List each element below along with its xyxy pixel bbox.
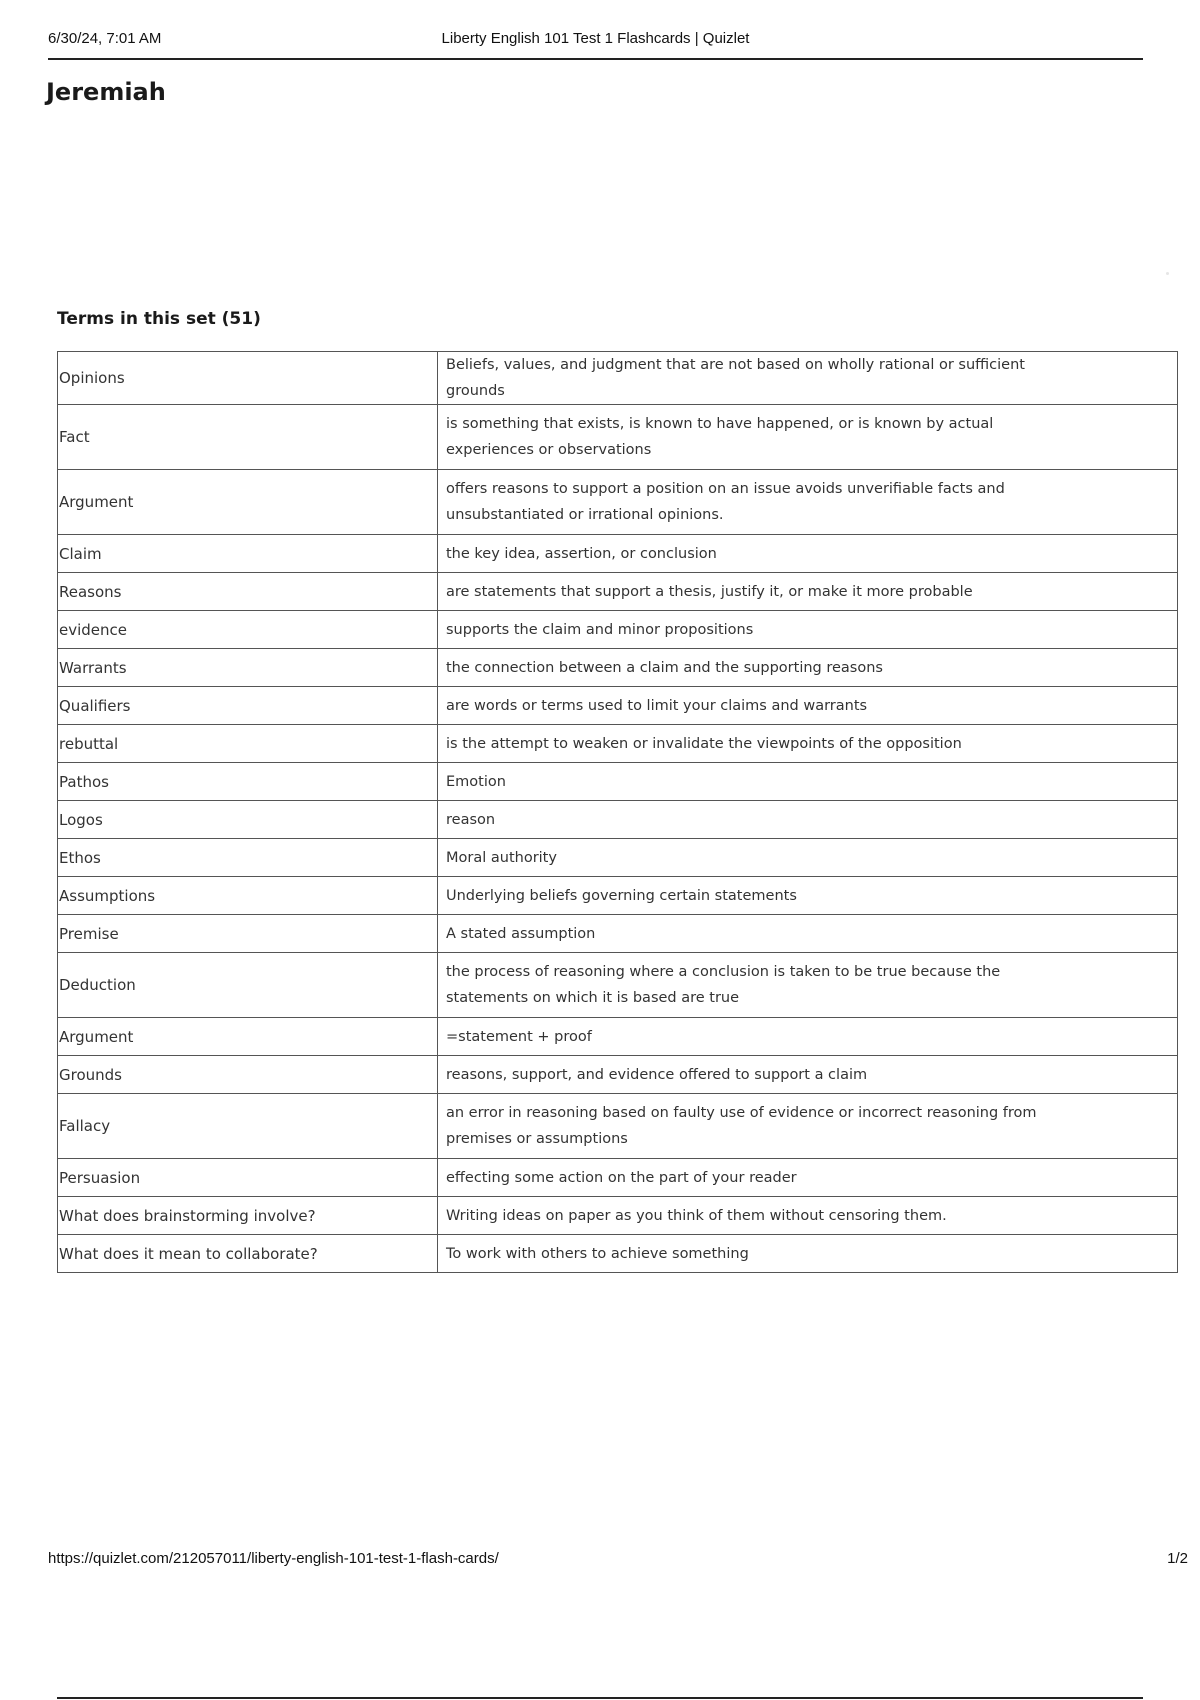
table-row (58, 687, 1178, 725)
definition-cell: supports the claim and minor propositions (438, 611, 1178, 649)
definition-cell: =statement + proof (438, 1018, 1178, 1056)
definition-cell: To work with others to achieve something (438, 1235, 1178, 1273)
definition-cell: Underlying beliefs governing certain statements (438, 877, 1178, 915)
definition-cell: reasons, support, and evidence offered to support a claim (438, 1056, 1178, 1094)
definition-cell: A stated assumption (438, 915, 1178, 953)
table-row (58, 1159, 1178, 1197)
term-cell: Warrants (58, 649, 438, 687)
definition-cell: Emotion (438, 763, 1178, 801)
term-cell: evidence (58, 611, 438, 649)
definition-cell: the key idea, assertion, or conclusion (438, 535, 1178, 573)
definition-cell: the connection between a claim and the supporting reasons (438, 649, 1178, 687)
definition-cell: are statements that support a thesis, justify it, or make it more probable (438, 573, 1178, 611)
print-url: https://quizlet.com/212057011/liberty-english-101-test-1-flash-cards/ (48, 1550, 499, 1567)
table-row (58, 1235, 1178, 1273)
terms-table-container (57, 351, 1177, 1263)
table-row (58, 470, 1178, 535)
definition-cell: Moral authority (438, 839, 1178, 877)
table-row (58, 953, 1178, 1018)
term-cell: Logos (58, 801, 438, 839)
term-cell: Claim (58, 535, 438, 573)
term-cell: What does it mean to collaborate? (58, 1235, 438, 1273)
definition-cell: Beliefs, values, and judgment that are not based on wholly rational or sufficient grounds (438, 352, 1178, 405)
term-cell: Fallacy (58, 1094, 438, 1159)
definition-cell: is the attempt to weaken or invalidate the viewpoints of the opposition (438, 725, 1178, 763)
term-cell: Deduction (58, 953, 438, 1018)
term-cell: Argument (58, 470, 438, 535)
terms-heading: Terms in this set (51) (57, 309, 261, 329)
table-row (58, 611, 1178, 649)
table-row (58, 1094, 1178, 1159)
print-page-title: Liberty English 101 Test 1 Flashcards | Quizlet (441, 30, 750, 47)
table-row (58, 1056, 1178, 1094)
term-cell: Ethos (58, 839, 438, 877)
term-cell: Reasons (58, 573, 438, 611)
table-row (58, 725, 1178, 763)
table-row (58, 839, 1178, 877)
term-cell: Opinions (58, 352, 438, 405)
term-cell: Persuasion (58, 1159, 438, 1197)
term-cell: Argument (58, 1018, 438, 1056)
author-name: Jeremiah (46, 78, 166, 106)
definition-cell: effecting some action on the part of your reader (438, 1159, 1178, 1197)
term-cell: Assumptions (58, 877, 438, 915)
decorative-dot (1166, 272, 1169, 275)
print-datetime: 6/30/24, 7:01 AM (48, 30, 162, 47)
table-row (58, 535, 1178, 573)
term-cell: What does brainstorming involve? (58, 1197, 438, 1235)
term-cell: Grounds (58, 1056, 438, 1094)
table-row (58, 352, 1178, 405)
table-row (58, 915, 1178, 953)
table-row (58, 1197, 1178, 1235)
term-cell: Qualifiers (58, 687, 438, 725)
definition-cell: is something that exists, is known to have happened, or is known by actual experiences or observations (438, 405, 1178, 470)
bottom-rule (57, 1697, 1143, 1699)
page-number: 1/2 (1167, 1550, 1188, 1567)
definition-cell: an error in reasoning based on faulty use of evidence or incorrect reasoning from premises or assumptions (438, 1094, 1178, 1159)
definition-cell: Writing ideas on paper as you think of them without censoring them. (438, 1197, 1178, 1235)
table-row (58, 405, 1178, 470)
print-header (48, 28, 1143, 60)
term-cell: rebuttal (58, 725, 438, 763)
term-cell: Premise (58, 915, 438, 953)
definition-cell: reason (438, 801, 1178, 839)
definition-cell: are words or terms used to limit your claims and warrants (438, 687, 1178, 725)
definition-cell: the process of reasoning where a conclusion is taken to be true because the statements on which it is based are true (438, 953, 1178, 1018)
term-cell: Fact (58, 405, 438, 470)
table-row (58, 649, 1178, 687)
table-row (58, 763, 1178, 801)
table-row (58, 801, 1178, 839)
table-row (58, 877, 1178, 915)
term-cell: Pathos (58, 763, 438, 801)
definition-cell: offers reasons to support a position on an issue avoids unverifiable facts and unsubstantiated or irrational opinions. (438, 470, 1178, 535)
table-row (58, 573, 1178, 611)
table-row (58, 1018, 1178, 1056)
terms-table (57, 351, 1178, 1273)
